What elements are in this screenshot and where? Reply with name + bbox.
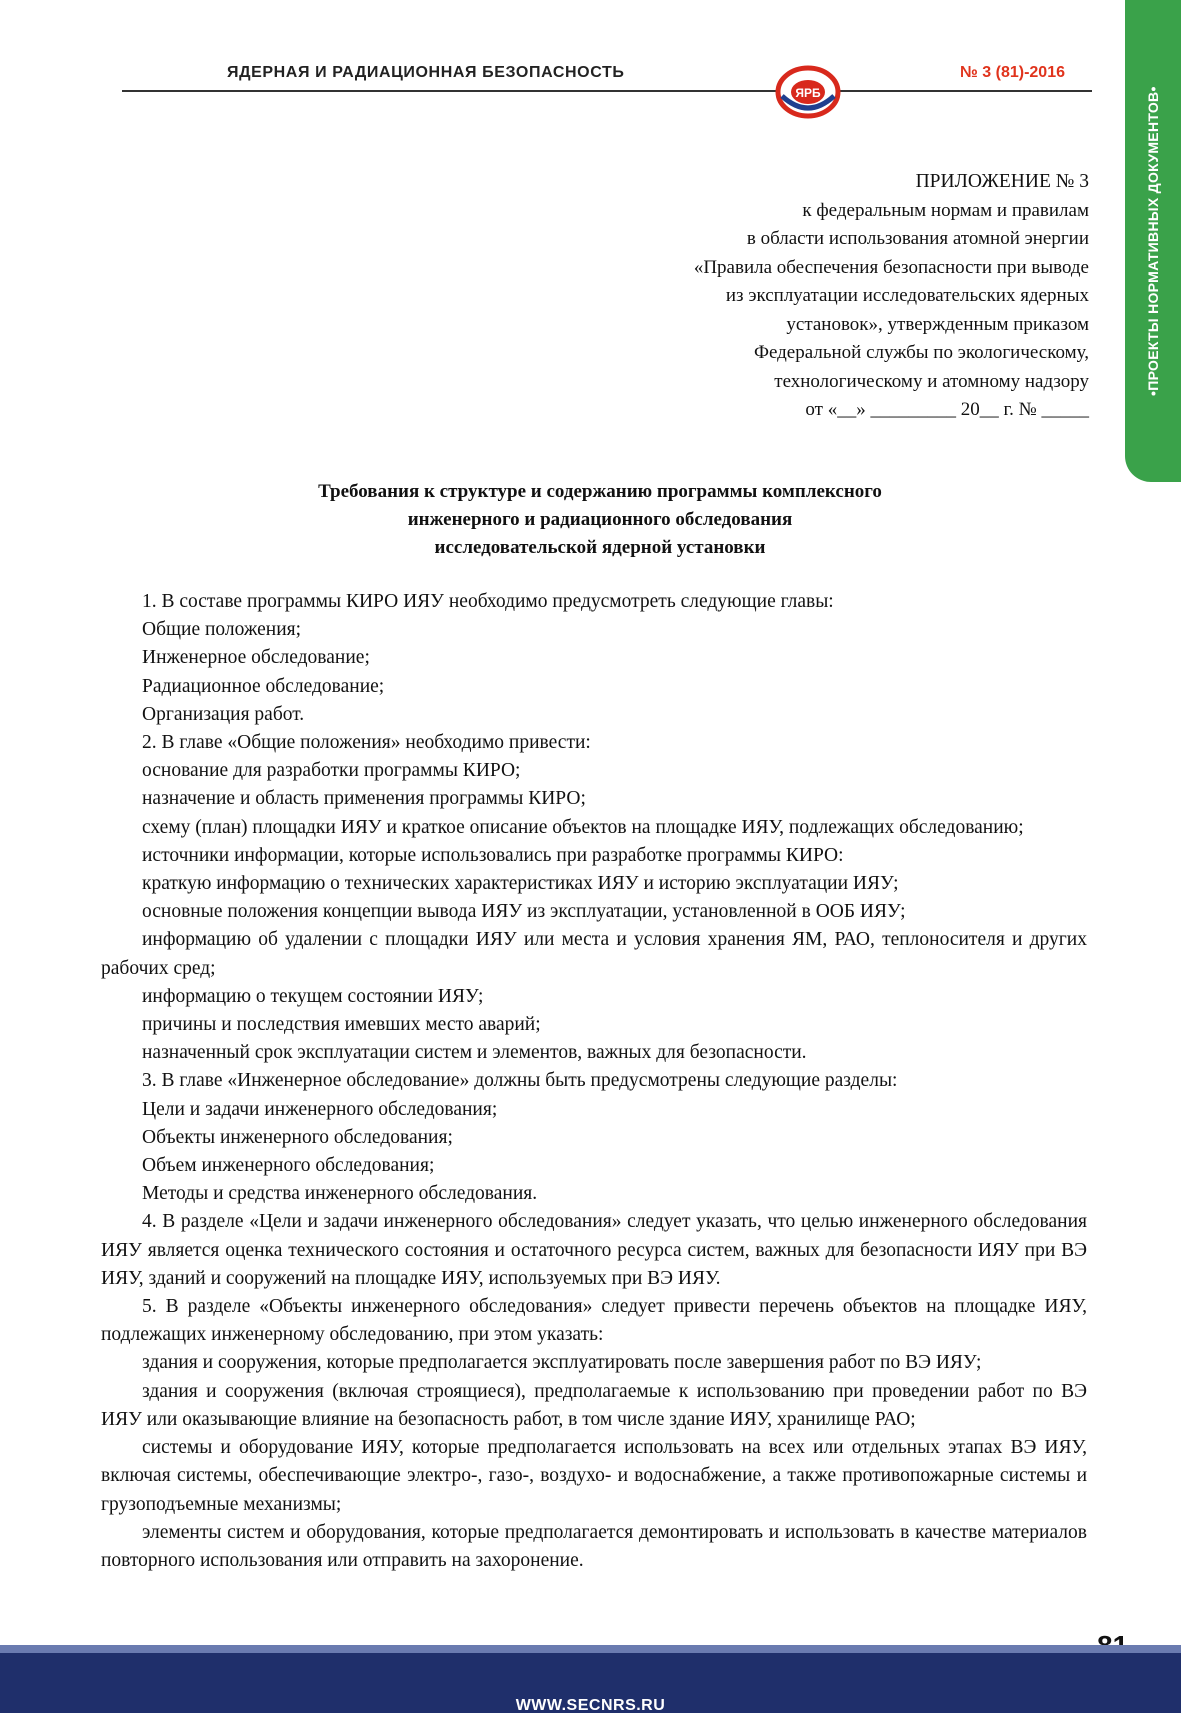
paragraph: 5. В разделе «Объекты инженерного обследования» следует привести перечень объектов на площадке ИЯУ, подлежащих инженерному обследованию, при этом указать: <box>101 1296 1087 1346</box>
appendix-title: ПРИЛОЖЕНИЕ № 3 <box>915 171 1089 192</box>
footer-url: WWW.SECNRS.RU <box>515 1697 666 1714</box>
document-title-line: исследовательской ядерной установки <box>434 537 766 558</box>
document-title <box>100 478 1100 562</box>
document-body <box>101 588 1087 1575</box>
appendix-line: технологическому и атомному надзору <box>774 370 1089 392</box>
section-side-tab <box>1125 0 1181 482</box>
paragraph: Объем инженерного обследования; <box>142 1155 435 1177</box>
paragraph: назначенный срок эксплуатации систем и элементов, важных для безопасности. <box>142 1042 807 1064</box>
appendix-line: Федеральной службы по экологическому, <box>753 342 1089 363</box>
side-tab-label: •ПРОЕКТЫ НОРМАТИВНЫХ ДОКУМЕНТОВ• <box>1145 86 1161 396</box>
header-rule <box>122 90 1092 92</box>
appendix-line: из эксплуатации исследовательских ядерных <box>725 285 1089 306</box>
paragraph: Общие положения; <box>142 619 302 641</box>
paragraph: источники информации, которые использовались при разработке программы КИРО: <box>142 844 844 866</box>
paragraph: причины и последствия имевших место аварий; <box>142 1014 541 1036</box>
paragraph: 4. В разделе «Цели и задачи инженерного обследования» следует указать, что целью инженерного обследования ИЯУ является оценка технического состояния и остаточного ресурса систем, важных для безопасности ИЯУ при ВЭ ИЯУ, зданий и сооружений на площадке ИЯУ, используемых при ВЭ ИЯУ. <box>101 1211 1087 1289</box>
paragraph: элементы систем и оборудования, которые предполагается демонтировать и использовать в качестве материалов повторного использования или отправить на захоронение. <box>101 1521 1087 1571</box>
paragraph: основные положения концепции вывода ИЯУ из эксплуатации, установленной в ООБ ИЯУ; <box>142 901 906 923</box>
document-title-line: Требования к структуре и содержанию программы комплексного <box>318 481 882 502</box>
paragraph: здания и сооружения, которые предполагается эксплуатировать после завершения работ по ВЭ ИЯУ; <box>142 1352 982 1374</box>
paragraph: системы и оборудование ИЯУ, которые предполагается использовать на всех или отдельных этапах ВЭ ИЯУ, включая системы, обеспечивающие электро-, газо-, воздухо- и водоснабжение, а также противопожарные системы и грузоподъемные механизмы; <box>101 1437 1087 1515</box>
footer-stripe <box>0 1645 1181 1653</box>
paragraph: Методы и средства инженерного обследования. <box>142 1183 538 1205</box>
document-title-line: инженерного и радиационного обследования <box>407 509 793 530</box>
paragraph: информацию о текущем состоянии ИЯУ; <box>142 985 484 1007</box>
paragraph: информацию об удалении с площадки ИЯУ или места и условия хранения ЯМ, РАО, теплоносителя и других рабочих сред; <box>101 929 1087 979</box>
paragraph: Цели и задачи инженерного обследования; <box>142 1098 498 1120</box>
paragraph: Радиационное обследование; <box>142 675 385 697</box>
paragraph: 3. В главе «Инженерное обследование» должны быть предусмотрены следующие разделы: <box>142 1070 898 1092</box>
appendix-line: от «__» _________ 20__ г. № _____ <box>805 399 1089 420</box>
issue-number: № 3 (81)-2016 <box>960 64 1065 81</box>
paragraph: краткую информацию о технических характеристиках ИЯУ и историю эксплуатации ИЯУ; <box>142 873 899 895</box>
paragraph: Инженерное обследование; <box>142 647 370 669</box>
paragraph: Объекты инженерного обследования; <box>142 1126 453 1148</box>
paragraph: основание для разработки программы КИРО; <box>142 760 521 782</box>
appendix-block <box>569 168 1089 425</box>
appendix-line: в области использования атомной энергии <box>746 228 1089 249</box>
journal-logo <box>772 62 844 122</box>
paragraph: здания и сооружения (включая строящиеся), предполагаемые к использованию при проведении работ по ВЭ ИЯУ или оказывающие влияние на безопасность работ, в том числе здание ИЯУ, хранилище РАО; <box>101 1380 1087 1430</box>
paragraph: Организация работ. <box>142 703 305 725</box>
journal-title: ЯДЕРНАЯ И РАДИАЦИОННАЯ БЕЗОПАСНОСТЬ <box>227 64 625 81</box>
paragraph: 2. В главе «Общие положения» необходимо привести: <box>142 732 591 754</box>
appendix-line: «Правила обеспечения безопасности при выводе <box>693 256 1089 278</box>
paragraph: назначение и область применения программы КИРО; <box>142 788 586 810</box>
appendix-line: к федеральным нормам и правилам <box>802 199 1089 221</box>
appendix-line: установок», утвержденным приказом <box>786 313 1089 335</box>
paragraph: 1. В составе программы КИРО ИЯУ необходимо предусмотреть следующие главы: <box>142 591 834 612</box>
paragraph: схему (план) площадки ИЯУ и краткое описание объектов на площадке ИЯУ, подлежащих обследованию; <box>142 816 1024 838</box>
logo-text: ЯРБ <box>795 86 821 100</box>
